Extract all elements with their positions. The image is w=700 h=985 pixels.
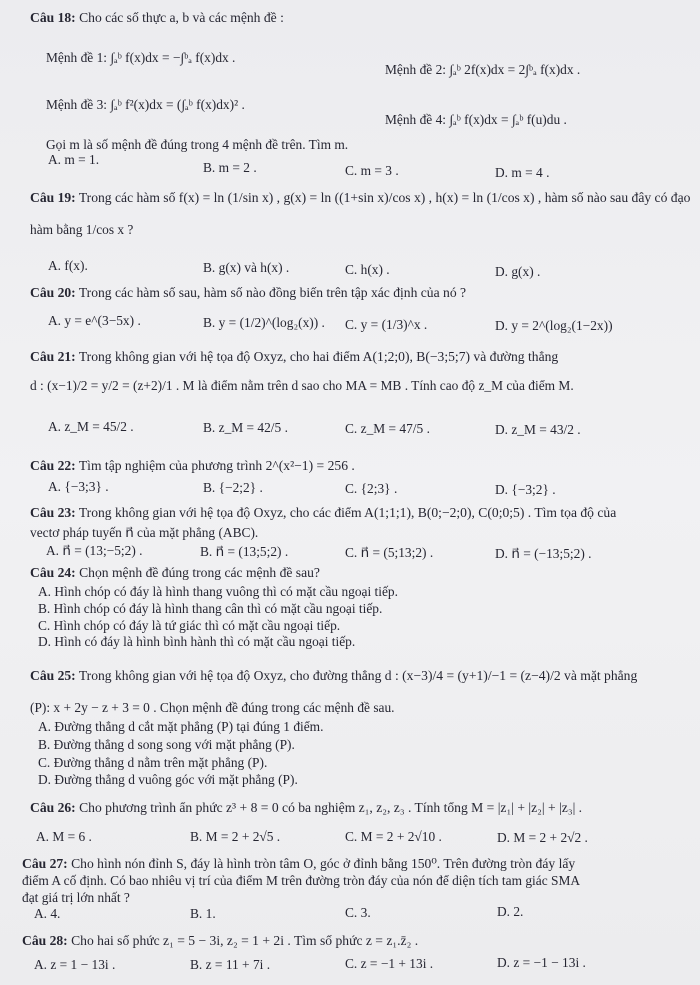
option-d: D. m = 4 . xyxy=(495,165,550,180)
option-c: C. {2;3} . xyxy=(345,481,398,496)
option-c: C. m = 3 . xyxy=(345,163,399,178)
option-c: C. h(x) . xyxy=(345,262,390,277)
option-b: B. 1. xyxy=(190,906,216,921)
question-text: Trong các hàm số f(x) = ln (1/sin x) , g(x) = ln ((1+sin x)/cos x) , h(x) = ln (1/cos x) , hàm số nào sau đây có đạo xyxy=(78,190,691,205)
question-24 xyxy=(30,565,320,581)
question-ask: Gọi m là số mệnh đề đúng trong 4 mệnh đề trên. Tìm m. xyxy=(46,137,349,152)
option-a: A. y = e^(3−5x) . xyxy=(48,313,141,328)
question-number: Câu 19: xyxy=(30,190,76,205)
question-text: Cho các số thực a, b và các mệnh đề : xyxy=(79,10,284,25)
question-text: Tìm tập nghiệm của phương trình 2^(x²−1) = 256 . xyxy=(78,458,355,473)
option-a: A. Hình chóp có đáy là hình thang vuông thì có mặt cầu ngoại tiếp. xyxy=(38,584,398,599)
question-text-2: (P): x + 2y − z + 3 = 0 . Chọn mệnh đề đúng trong các mệnh đề sau. xyxy=(30,700,395,715)
option-d: D. y = 2^(log₂(1−2x)) xyxy=(495,318,613,333)
option-b: B. g(x) và h(x) . xyxy=(203,260,290,275)
question-20 xyxy=(30,285,466,301)
option-c: C. z = −1 + 13i . xyxy=(345,956,434,971)
option-a: A. Đường thẳng d cắt mặt phẳng (P) tại đúng 1 điểm. xyxy=(38,719,324,734)
question-number: Câu 25: xyxy=(30,668,76,683)
question-text-2: hàm bằng 1/cos x ? xyxy=(30,222,134,237)
option-d: D. z_M = 43/2 . xyxy=(495,422,581,437)
option-a: A. n⃗ = (13;−5;2) . xyxy=(46,543,143,558)
option-c: C. M = 2 + 2√10 . xyxy=(345,829,442,844)
option-b: B. Đường thẳng d song song với mặt phẳng (P). xyxy=(38,737,295,752)
question-text: Cho hai số phức z₁ = 5 − 3i, z₂ = 1 + 2i . Tìm số phức z = z₁.z̄₂ . xyxy=(71,933,419,948)
option-a: A. M = 6 . xyxy=(36,829,92,844)
option-b: B. n⃗ = (13;5;2) . xyxy=(200,544,289,559)
question-number: Câu 23: xyxy=(30,505,76,520)
option-a: A. {−3;3} . xyxy=(48,479,109,494)
question-18 xyxy=(30,10,284,26)
option-d: D. {−3;2} . xyxy=(495,482,556,497)
question-26 xyxy=(30,800,582,816)
option-c: C. Hình chóp có đáy là tứ giác thì có mặt cầu ngoại tiếp. xyxy=(38,618,341,633)
question-text-2: vectơ pháp tuyến n⃗ của mặt phẳng (ABC). xyxy=(30,525,259,540)
question-text: Chọn mệnh đề đúng trong các mệnh đề sau? xyxy=(79,565,320,580)
question-25 xyxy=(30,668,637,684)
option-c: C. Đường thẳng d nằm trên mặt phẳng (P). xyxy=(38,755,268,770)
option-b: B. {−2;2} . xyxy=(203,480,263,495)
question-text: Trong không gian với hệ tọa độ Oxyz, cho hai điểm A(1;2;0), B(−3;5;7) và đường thẳng xyxy=(78,349,559,364)
question-number: Câu 21: xyxy=(30,349,76,364)
option-d: D. Đường thẳng d vuông góc với mặt phẳng (P). xyxy=(38,772,298,787)
question-23 xyxy=(30,505,616,521)
statement-2: Mệnh đề 2: ∫ₐᵇ 2f(x)dx = 2∫ᵇₐ f(x)dx . xyxy=(385,62,581,77)
option-a: A. z_M = 45/2 . xyxy=(48,419,134,434)
question-21 xyxy=(30,349,558,365)
option-a: A. z = 1 − 13i . xyxy=(34,957,116,972)
question-text: Trong các hàm số sau, hàm số nào đồng biến trên tập xác định của nó ? xyxy=(78,285,467,300)
option-d: D. Hình có đáy là hình bình hành thì có mặt cầu ngoại tiếp. xyxy=(38,634,356,649)
option-a: A. f(x). xyxy=(48,258,88,273)
question-text: Cho hình nón đỉnh S, đáy là hình tròn tâm O, góc ở đỉnh bằng 150⁰. Trên đường tròn đáy lấy xyxy=(71,856,576,871)
question-text: Cho phương trình ẩn phức z³ + 8 = 0 có ba nghiệm z₁, z₂, z₃ . Tính tổng M = |z₁| + |z₂| + |z₃| . xyxy=(79,800,583,815)
question-number: Câu 27: xyxy=(22,856,68,871)
question-number: Câu 28: xyxy=(22,933,68,948)
question-text: Trong không gian với hệ tọa độ Oxyz, cho đường thẳng d : (x−3)/4 = (y+1)/−1 = (z−4)/2 và mặt phẳng xyxy=(78,668,638,683)
option-d: D. M = 2 + 2√2 . xyxy=(497,830,588,845)
option-c: C. y = (1/3)^x . xyxy=(345,317,428,332)
option-b: B. z = 11 + 7i . xyxy=(190,957,271,972)
statement-1: Mệnh đề 1: ∫ₐᵇ f(x)dx = −∫ᵇₐ f(x)dx . xyxy=(46,50,236,65)
option-c: C. z_M = 47/5 . xyxy=(345,421,430,436)
option-d: D. 2. xyxy=(497,904,524,919)
option-c: C. 3. xyxy=(345,905,371,920)
statement-3: Mệnh đề 3: ∫ₐᵇ f²(x)dx = (∫ₐᵇ f(x)dx)² . xyxy=(46,97,245,112)
option-b: B. M = 2 + 2√5 . xyxy=(190,829,281,844)
option-b: B. z_M = 42/5 . xyxy=(203,420,288,435)
option-c: C. n⃗ = (5;13;2) . xyxy=(345,545,434,560)
question-28 xyxy=(22,933,418,949)
question-text: Trong không gian với hệ tọa độ Oxyz, cho các điểm A(1;1;1), B(0;−2;0), C(0;0;5) . Tìm tọa độ của xyxy=(78,505,617,520)
question-text-2: điểm A cố định. Có bao nhiêu vị trí của điểm M trên đường tròn đáy của nón để diện tích tam giác SMA xyxy=(22,873,581,888)
option-d: D. z = −1 − 13i . xyxy=(497,955,586,970)
option-a: A. 4. xyxy=(34,906,61,921)
statement-4: Mệnh đề 4: ∫ₐᵇ f(x)dx = ∫ₐᵇ f(u)du . xyxy=(385,112,567,127)
question-number: Câu 26: xyxy=(30,800,76,815)
option-b: B. Hình chóp có đáy là hình thang cân thì có mặt cầu ngoại tiếp. xyxy=(38,601,383,616)
question-text-3: đạt giá trị lớn nhất ? xyxy=(22,890,130,905)
option-d: D. g(x) . xyxy=(495,264,541,279)
question-number: Câu 24: xyxy=(30,565,76,580)
option-a: A. m = 1. xyxy=(48,152,100,167)
option-b: B. m = 2 . xyxy=(203,160,257,175)
option-b: B. y = (1/2)^(log₂(x)) . xyxy=(203,315,325,330)
question-text-2: d : (x−1)/2 = y/2 = (z+2)/1 . M là điểm nằm trên d sao cho MA = MB . Tính cao độ z_M của điểm M. xyxy=(30,378,574,393)
option-d: D. n⃗ = (−13;5;2) . xyxy=(495,546,592,561)
question-19 xyxy=(30,190,690,206)
question-number: Câu 18: xyxy=(30,10,76,25)
question-27 xyxy=(22,856,575,872)
question-number: Câu 22: xyxy=(30,458,76,473)
question-22 xyxy=(30,458,355,474)
question-number: Câu 20: xyxy=(30,285,76,300)
